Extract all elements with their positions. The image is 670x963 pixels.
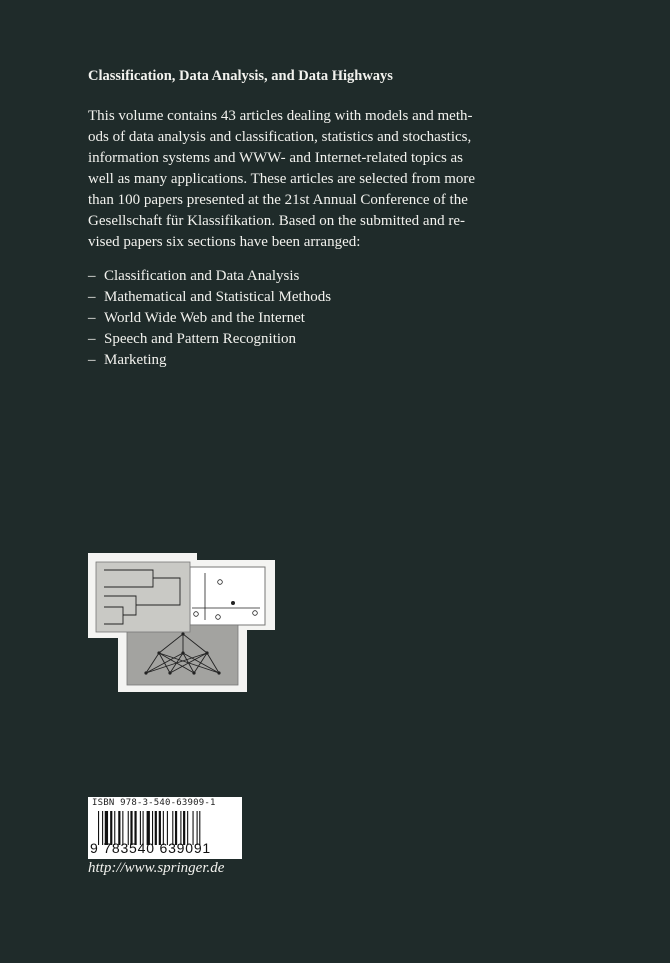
description-line: well as many applications. These articles are selected from more — [88, 171, 476, 187]
description-line: Gesellschaft für Klassifikation. Based on the submitted and re- — [88, 213, 465, 229]
description-line: This volume contains 43 articles dealing with models and meth- — [88, 108, 473, 124]
description — [88, 106, 588, 253]
barcode-number: 9 783540 639091 — [90, 840, 211, 856]
list-item: – World Wide Web and the Internet — [88, 310, 305, 326]
list-item: – Classification and Data Analysis — [88, 268, 300, 284]
description-line: than 100 papers presented at the 21st Annual Conference of the — [88, 192, 468, 208]
description-line: information systems and WWW- and Internet-related topics as — [88, 150, 464, 166]
scatter-panel — [190, 567, 265, 625]
dendrogram-panel — [96, 562, 190, 632]
cover-logo-illustration — [80, 545, 280, 695]
isbn-label: ISBN 978-3-540-63909-1 — [92, 798, 216, 808]
isbn-barcode — [88, 797, 242, 859]
book-title: Classification, Data Analysis, and Data Highways — [88, 68, 393, 84]
section-list — [88, 266, 331, 371]
publisher-url: http://www.springer.de — [88, 860, 225, 876]
description-line: vised papers six sections have been arranged: — [88, 234, 361, 250]
list-item: – Mathematical and Statistical Methods — [88, 289, 332, 305]
description-line: ods of data analysis and classification, statistics and stochastics, — [88, 129, 472, 145]
list-item: – Marketing — [88, 352, 167, 368]
list-item: – Speech and Pattern Recognition — [88, 331, 297, 347]
